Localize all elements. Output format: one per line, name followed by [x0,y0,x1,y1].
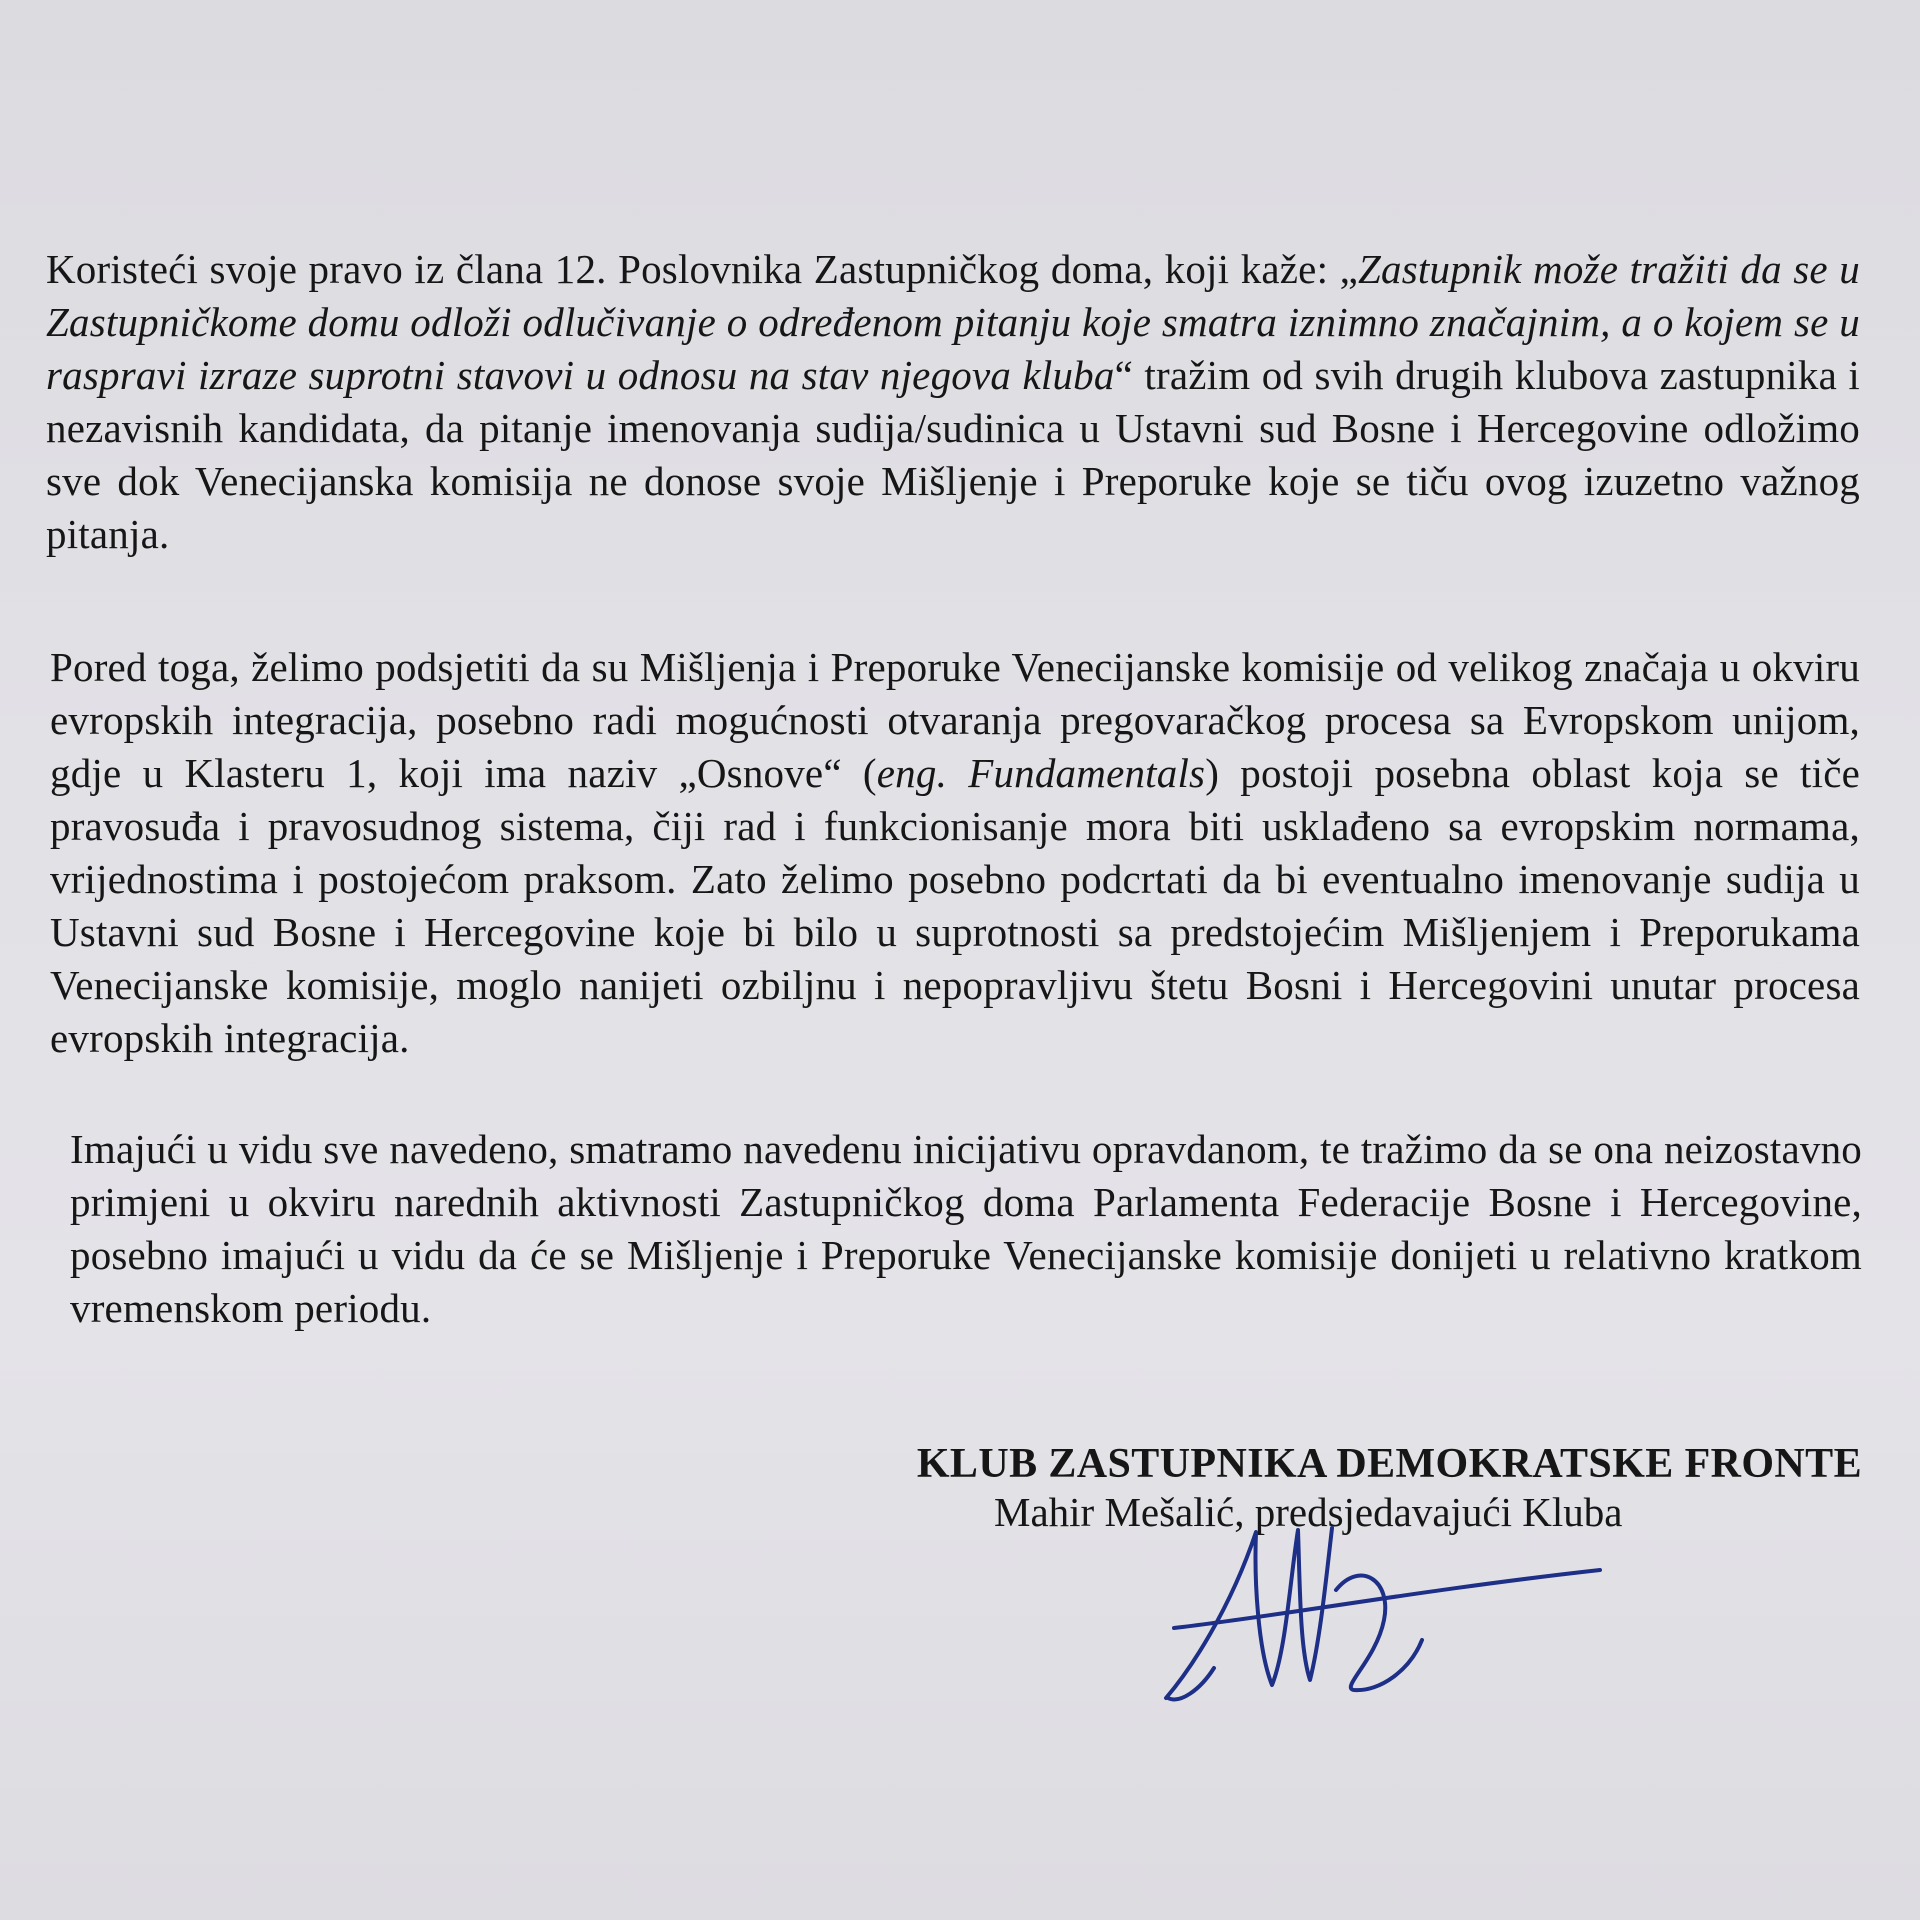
fundamentals-term: eng. Fundamentals [876,750,1206,796]
paragraph-eu-part2: ) postoji posebna oblast koja se tiče pravosuđa i pravosudnog sistema, čiji rad i funkcionisanje mora biti usklađeno sa evropskim normama, vrijednostima i postojećom praksom. Zato želimo posebno podcrtati da bi eventualno imenovanje sudija u Ustavni sud Bosne i Hercegovine koje bi bilo u suprotnosti sa predstojećim Mišljenjem i Preporukama Venecijanske komisije, moglo nanijeti ozbiljnu i nepopravljivu štetu Bosni i Hercegovini unutar procesa evropskih integracija. [50,750,1860,1061]
signatory-name: Mahir Mešalić, predsjedavajući Kluba [994,1489,1623,1535]
paragraph-conclusion: Imajući u vidu sve navedeno, smatramo navedenu inicijativu opravdanom, te tražimo da se ona neizostavno primjeni u okviru narednih aktivnosti Zastupničkog doma Parlamenta Federacije Bosne i Hercegovine, posebno imajući u vidu da će se Mišljenje i Preporuke Venecijanske komisije donijeti u relativno kratkom vremenskom periodu. [70,1126,1862,1331]
signature-block [917,1438,1862,1490]
paragraph-eu-part1: Pored toga, želimo podsjetiti da su Mišljenja i Preporuke Venecijanske komisije od velikog značaja u okviru evropskih integracija, posebno radi mogućnosti otvaranja pregovaračkog procesa sa Evropskom unijom, gdje u Klasteru 1, koji ima naziv „Osnove“ ( [50,644,1860,796]
paragraph-request-intro: Koristeći svoje pravo iz člana 12. Poslovnika Zastupničkog doma, koji kaže: „ [46,246,1359,292]
paragraph-request-outro: “ tražim od svih drugih klubova zastupnika i nezavisnih kandidata, da pitanje imenovanja sudija/sudinica u Ustavni sud Bosne i Hercegovine odložimo sve dok Venecijanska komisija ne donose svoje Mišljenje i Preporuke koje se tiču ovog izuzetno važnog pitanja. [46,352,1860,557]
signature-stroke-loop [1166,1528,1332,1698]
signature-stroke-underloop [1168,1668,1214,1699]
handwritten-signature [1160,1520,1620,1710]
paragraph-request [46,243,1860,561]
rule-quote: Zastupnik može tražiti da se u Zastupničkome domu odloži odlučivanje o određenom pitanju koje smatra iznimno značajnim, a o kojem se u raspravi izraze suprotni stavovi u odnosu na stav njegova kluba [46,246,1860,398]
paragraph-eu-integration [50,641,1860,1065]
club-name: KLUB ZASTUPNIKA DEMOKRATSKE FRONTE [916,1441,1862,1487]
signature-stroke-tail [1336,1576,1422,1691]
